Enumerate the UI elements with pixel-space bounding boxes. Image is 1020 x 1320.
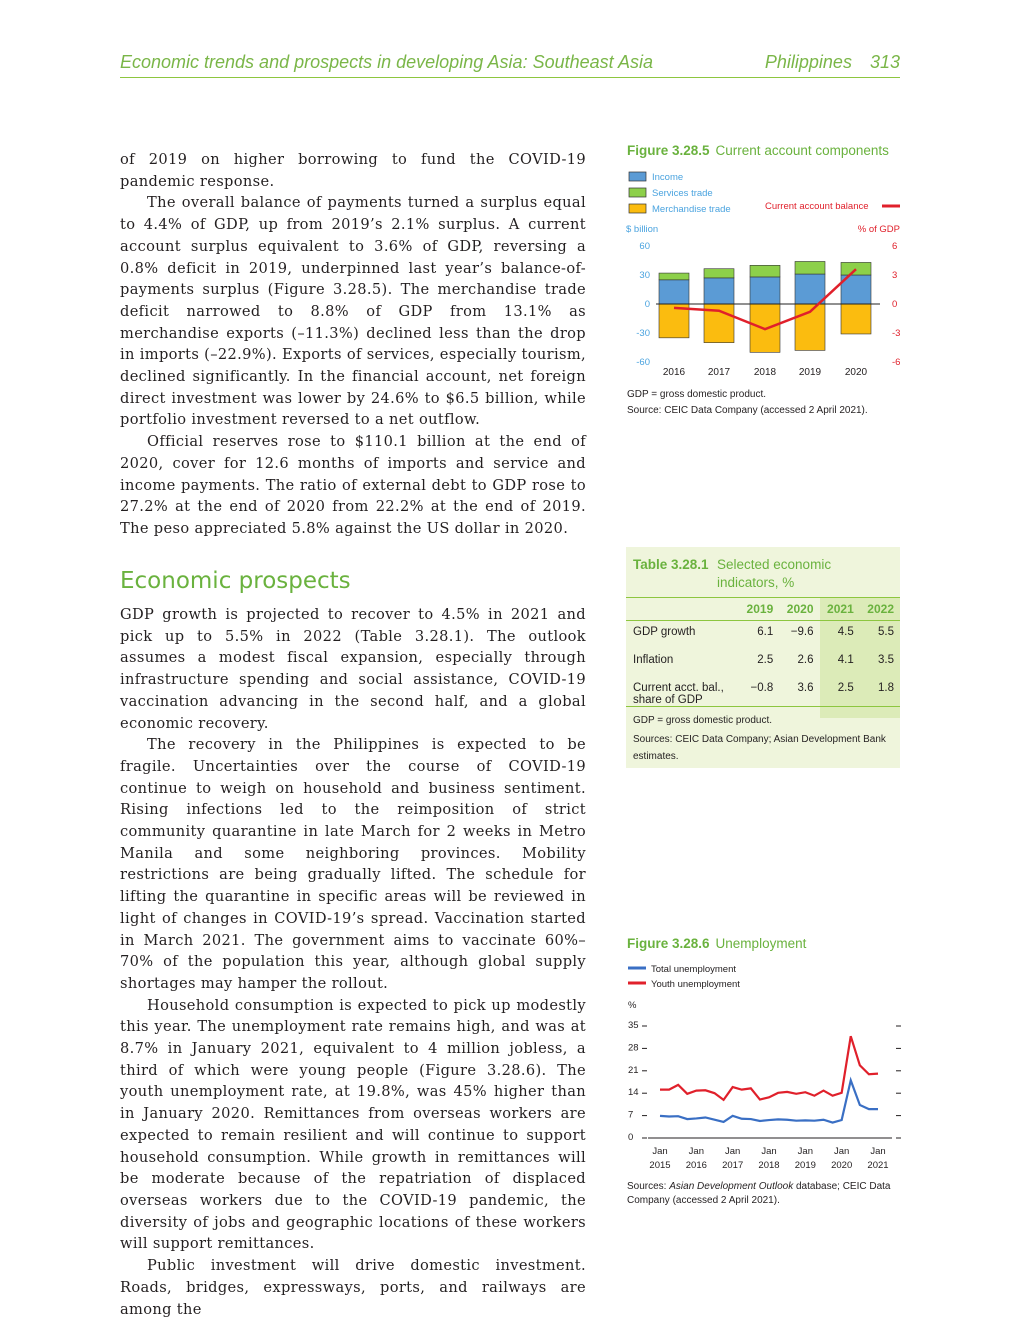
table-cell: 3.5 — [860, 649, 900, 677]
table-cell: 4.1 — [820, 649, 860, 677]
section-heading: Economic prospects — [120, 568, 351, 594]
table-cell: 5.5 — [860, 621, 900, 650]
column-header: 2022 — [860, 598, 900, 621]
x-tick-month: Jan — [652, 1146, 668, 1157]
figure-title — [627, 143, 889, 158]
figure-name: Current account components — [715, 143, 889, 158]
x-tick-year: 2015 — [649, 1160, 671, 1171]
y-tick-label: 30 — [639, 270, 650, 281]
source-text: Sources: CEIC Data Company; Asian Development Bank estimates. — [633, 734, 886, 762]
y-tick-label: -60 — [636, 357, 650, 368]
y-axis-label: $ billion — [626, 224, 659, 235]
y2-tick-label: -6 — [892, 357, 901, 368]
x-tick-year: 2017 — [722, 1160, 744, 1171]
bar-services — [704, 269, 734, 278]
bar-income — [750, 277, 780, 304]
x-tick-label: 2020 — [844, 367, 868, 378]
table-cell: 6.1 — [757, 626, 774, 638]
y2-tick-label: 0 — [892, 299, 898, 310]
bar-services — [750, 265, 780, 277]
body-text-bottom — [120, 604, 586, 1320]
x-tick-year: 2020 — [831, 1160, 853, 1171]
legend-label: Total unemployment — [651, 964, 737, 975]
figure-source — [627, 1180, 902, 1208]
bar-services — [659, 273, 689, 280]
table-row — [626, 649, 900, 677]
table-cell: 1.8 — [860, 677, 900, 718]
figure-number: Figure 3.28.6 — [627, 936, 710, 951]
note-text: GDP = gross domestic product. — [633, 715, 773, 726]
total-unemployment-line — [660, 1080, 878, 1122]
x-tick-month: Jan — [688, 1146, 704, 1157]
legend-swatch — [629, 188, 646, 197]
x-tick-year: 2019 — [794, 1160, 816, 1171]
economic-indicators-table — [626, 547, 900, 768]
paragraph: Official reserves rose to $110.1 billion at the end of 2020, cover for 12.6 months of imports and service and income payments. The ratio of external debt to GDP rose to 27.2% at the end of 2020 from 22.2% at the end of 2019. The peso appreciated 5.8% against the US dollar in 2020. — [120, 433, 586, 537]
current-account-chart — [620, 165, 910, 385]
y-tick-label: 21 — [628, 1064, 639, 1076]
y2-tick-label: 6 — [892, 241, 898, 252]
table-number: Table 3.28.1 — [633, 557, 709, 572]
table-header-row — [626, 598, 900, 621]
legend-label: Youth unemployment — [651, 979, 740, 990]
x-tick-label: 2019 — [798, 367, 822, 378]
legend-swatch — [629, 204, 646, 213]
table-row — [626, 621, 900, 650]
figure-number: Figure 3.28.5 — [627, 143, 710, 158]
legend-swatch — [629, 172, 646, 181]
table-cell: 4.5 — [820, 621, 860, 650]
bar-services — [841, 262, 871, 275]
x-tick-year: 2016 — [685, 1160, 707, 1171]
header-country: Philippines — [764, 52, 852, 72]
bar-merchandise — [841, 304, 871, 334]
x-tick-month: Jan — [761, 1146, 777, 1157]
unemployment-chart — [620, 958, 910, 1178]
table-name: Selected economic indicators, % — [717, 557, 832, 590]
x-tick-month: Jan — [797, 1146, 813, 1157]
source-text: Source: CEIC Data Company (accessed 2 April 2021). — [627, 405, 868, 416]
youth-unemployment-line — [660, 1036, 878, 1100]
y-tick-label: 0 — [644, 299, 650, 310]
body-text-top — [120, 149, 586, 540]
x-tick-year: 2021 — [867, 1160, 889, 1171]
y-tick-label: 60 — [639, 241, 650, 252]
legend-label: Services trade — [652, 188, 713, 199]
figure-title — [627, 936, 806, 951]
paragraph: of 2019 on higher borrowing to fund the COVID-19 pandemic response. — [120, 151, 586, 190]
x-tick-month: Jan — [725, 1146, 741, 1157]
table-cell: 2.5 — [820, 677, 860, 718]
figure-note — [627, 387, 868, 419]
table-cell: 3.6 — [797, 682, 814, 694]
y-tick-label: 0 — [628, 1132, 634, 1143]
x-tick-year: 2018 — [758, 1160, 780, 1171]
column-header: 2019 — [739, 598, 779, 621]
table-cell: −9.6 — [790, 626, 814, 638]
bar-income — [659, 280, 689, 304]
table-rule — [626, 706, 900, 707]
column-header: 2021 — [820, 598, 860, 621]
header-rule — [120, 77, 900, 78]
x-tick-label: 2016 — [662, 367, 686, 378]
y2-tick-label: 3 — [892, 270, 898, 281]
y2-tick-label: -3 — [892, 328, 901, 339]
running-header-page — [765, 52, 900, 73]
paragraph: Public investment will drive domestic investment. Roads, bridges, expressways, ports, and railways are among the — [120, 1257, 586, 1318]
source-prefix: Sources: — [627, 1181, 670, 1192]
y-tick-label: 28 — [628, 1042, 639, 1054]
legend-label: Income — [652, 172, 684, 183]
y2-axis-label: % of GDP — [857, 224, 900, 235]
y-tick-label: 35 — [628, 1020, 639, 1031]
legend-label: Current account balance — [765, 201, 869, 212]
running-header-title: Economic trends and prospects in developing Asia: Southeast Asia — [120, 52, 653, 72]
column-header — [626, 598, 739, 621]
y-tick-label: -30 — [636, 328, 650, 339]
x-tick-month: Jan — [834, 1146, 850, 1157]
source-rest: database; CEIC Data Company (accessed 2 April 2021). — [627, 1181, 891, 1206]
x-tick-label: 2018 — [753, 367, 777, 378]
row-label: Inflation — [633, 654, 674, 666]
legend-label: Merchandise trade — [652, 204, 731, 215]
source-italic: Asian Development Outlook — [669, 1181, 794, 1192]
row-label: GDP growth — [633, 626, 696, 638]
x-tick-month: Jan — [870, 1146, 886, 1157]
paragraph: The recovery in the Philippines is expected to be fragile. Uncertainties over the course of COVID-19 continue to weigh on household and business sentiment. Rising infections led to the reimposition of strict community quarantine in late March for 2 weeks in Metro Manila and some neighboring provinces. Mobility restrictions are being gradually lifted. The schedule for lifting the quarantine in specific areas will be reviewed in light of changes in COVID-19’s spread. Vaccination started in March 2021. The government aims to vaccinate 60%–70% of the population this year, although global supply shortages may hamper the rollout. — [120, 736, 586, 992]
table-title — [633, 556, 832, 590]
paragraph: Household consumption is expected to pick up modestly this year. The unemployment rate remains high, and was at 8.7% in January 2021, equivalent to 4 million jobless, a third of which were young people (Figure 3.28.6). The youth unemployment rate, at 19.8%, was 45% higher than in January 2020. Remittances from overseas workers are expected to remain resilient and will continue to support household consumption. While growth in remittances will be moderate because of the repatriation of displaced overseas workers due to the COVID-19 pandemic, the diversity of jobs and geographic locations of these workers will support remittances. — [120, 996, 586, 1253]
table-grid — [626, 597, 900, 718]
bar-services — [795, 261, 825, 274]
y-tick-label: 7 — [628, 1109, 634, 1121]
figure-name: Unemployment — [715, 936, 807, 951]
table-cell: 2.5 — [757, 654, 774, 666]
page-number: 313 — [869, 52, 900, 72]
x-tick-label: 2017 — [707, 367, 731, 378]
paragraph: GDP growth is projected to recover to 4.5% in 2021 and pick up to 5.5% in 2022 (Table 3.28.1). The outlook assumes a modest fiscal expansion, especially through infrastructure spending and social assistance, COVID-19 vaccination advancing in the second half, and a global economic recovery. — [120, 606, 586, 732]
table-cell: −0.8 — [750, 682, 774, 694]
y-tick-label: 14 — [628, 1087, 639, 1099]
table-notes — [633, 712, 893, 765]
bar-income — [704, 278, 734, 304]
note-text: GDP = gross domestic product. — [627, 389, 767, 400]
table-cell: 2.6 — [797, 654, 814, 666]
row-label: Current acct. bal., share of GDP — [633, 682, 724, 706]
y-axis-label: % — [628, 1000, 637, 1011]
paragraph: The overall balance of payments turned a surplus equal to 4.4% of GDP, up from 2019’s 2.1% surplus. A current account surplus equivalent to 3.6% of GDP, reversing a 0.8% deficit in 2019, underpinned last year’s balance-of-payments surplus (Figure 3.28.5). The merchandise trade deficit narrowed to 8.8% of GDP from 13.1% as merchandise exports (–11.3%) declined less than the drop in imports (–22.9%). Exports of services, especially tourism, declined significantly. In the financial account, net foreign direct investment was lower by 24.6% to $6.5 billion, while portfolio investment reversed to a net outflow. — [120, 194, 586, 429]
column-header: 2020 — [779, 598, 819, 621]
bar-income — [795, 274, 825, 304]
